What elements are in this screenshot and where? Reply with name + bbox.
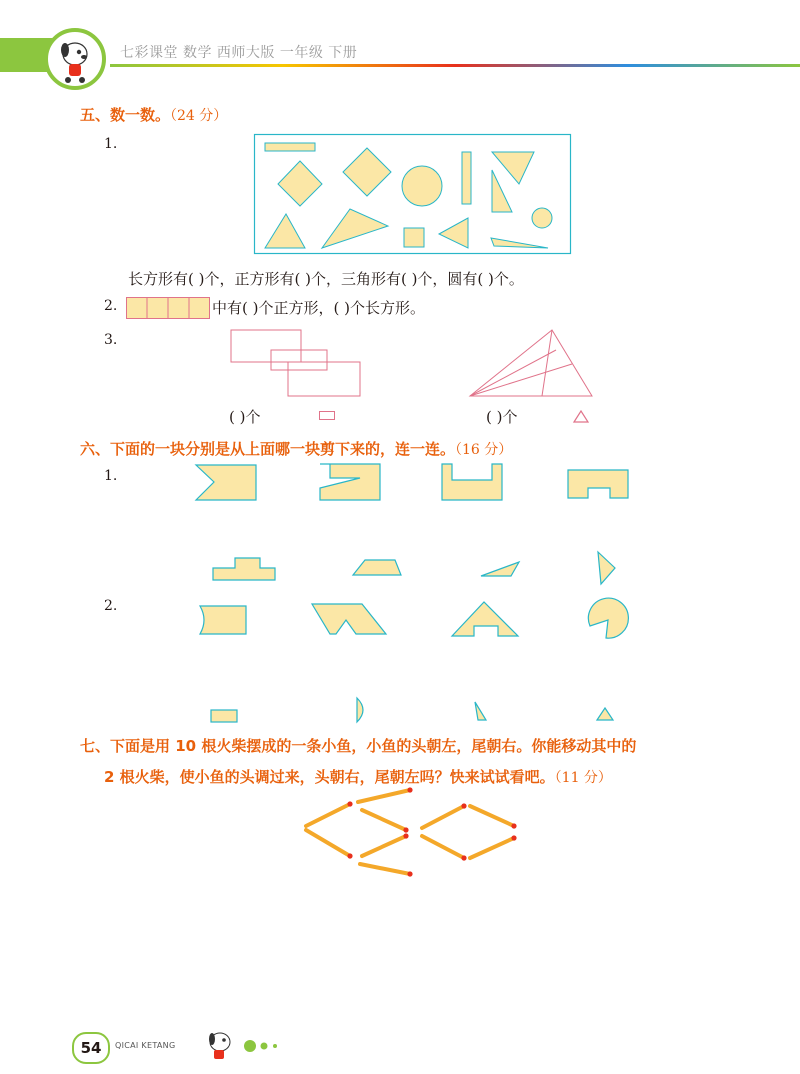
shape-triangle-notch [452,602,518,636]
square-small [404,228,424,247]
matchstick-fish [300,786,530,882]
footer-mascot-icon [200,1026,290,1066]
piece-step [213,558,275,580]
piece-small-triangle-2 [597,708,613,720]
section6-title: 六、下面的一块分别是从上面哪一块剪下来的，连一连。 [80,440,456,458]
section7-line2: 2 根火柴，使小鱼的头调过来，头朝右，尾朝左吗？快来试试看吧。 [104,768,555,786]
s5-q1-number: 1. [104,136,118,152]
shape-pacman-circle [588,598,628,638]
s5-q3-blank-right: ( )个 [486,408,518,426]
section5-title: 五、数一数。 [80,106,171,124]
section7-points: （11 分） [554,770,612,786]
page-number: 54 [72,1032,110,1064]
piece-triangle [598,552,615,584]
s5-q1-shape-board [254,134,571,254]
piece-half-disc [357,698,363,722]
s6-q1-number: 1. [104,468,118,484]
section6-points: （16 分） [455,442,513,458]
section7-line2-wrap [104,766,612,787]
s5-q2-square-strip [126,297,210,319]
piece-trapezoid [353,560,401,575]
s6-q2-number: 2. [104,598,118,614]
shape-u-rect [442,464,502,500]
rect-tall [462,152,471,204]
circle-small [532,208,552,228]
piece-small-triangle [475,702,486,720]
s6-q1-source-shapes [190,460,640,510]
s6-q1-cut-pieces [205,550,635,590]
s6-q2-source-shapes [190,596,640,642]
s6-q2-cut-pieces [205,694,635,728]
s5-q2-number: 2. [104,298,118,314]
piece-rect [211,710,237,722]
header-title: 七彩课堂 数学 西师大版 一年级 下册 [120,45,358,61]
shape-arch-rect [568,470,628,498]
s5-q3-divided-triangle [466,328,596,400]
section7-line1: 七、下面是用 10 根火柴摆成的一条小鱼，小鱼的头朝左，尾朝右。你能移动其中的 [80,737,637,755]
section5-heading [80,104,227,125]
small-rectangle-icon [319,411,335,420]
rect-long [265,143,315,151]
small-triangle-icon [573,410,589,423]
piece-thin-triangle [481,562,519,576]
s5-q2-answer: 中有( )个正方形，( )个长方形。 [212,299,425,317]
s5-q1-answer: 长方形有( )个，正方形有( )个，三角形有( )个，圆有( )个。 [128,270,524,288]
shape-cut-rect [320,464,380,500]
section6-heading [80,438,512,459]
shape-parallelogram-notch [312,604,386,634]
s5-q3-number: 3. [104,332,118,348]
s5-q3-overlapping-rectangles [228,328,362,400]
section5-points: （24 分） [170,108,228,124]
circle-large [402,166,442,206]
shape-curved-rect [200,606,246,634]
shape-notched-rect [196,465,256,500]
footer-brand: QICAI KETANG [115,1041,176,1050]
s5-q3-blank-left: ( )个 [229,408,261,426]
mascot-dog-icon [44,28,106,90]
